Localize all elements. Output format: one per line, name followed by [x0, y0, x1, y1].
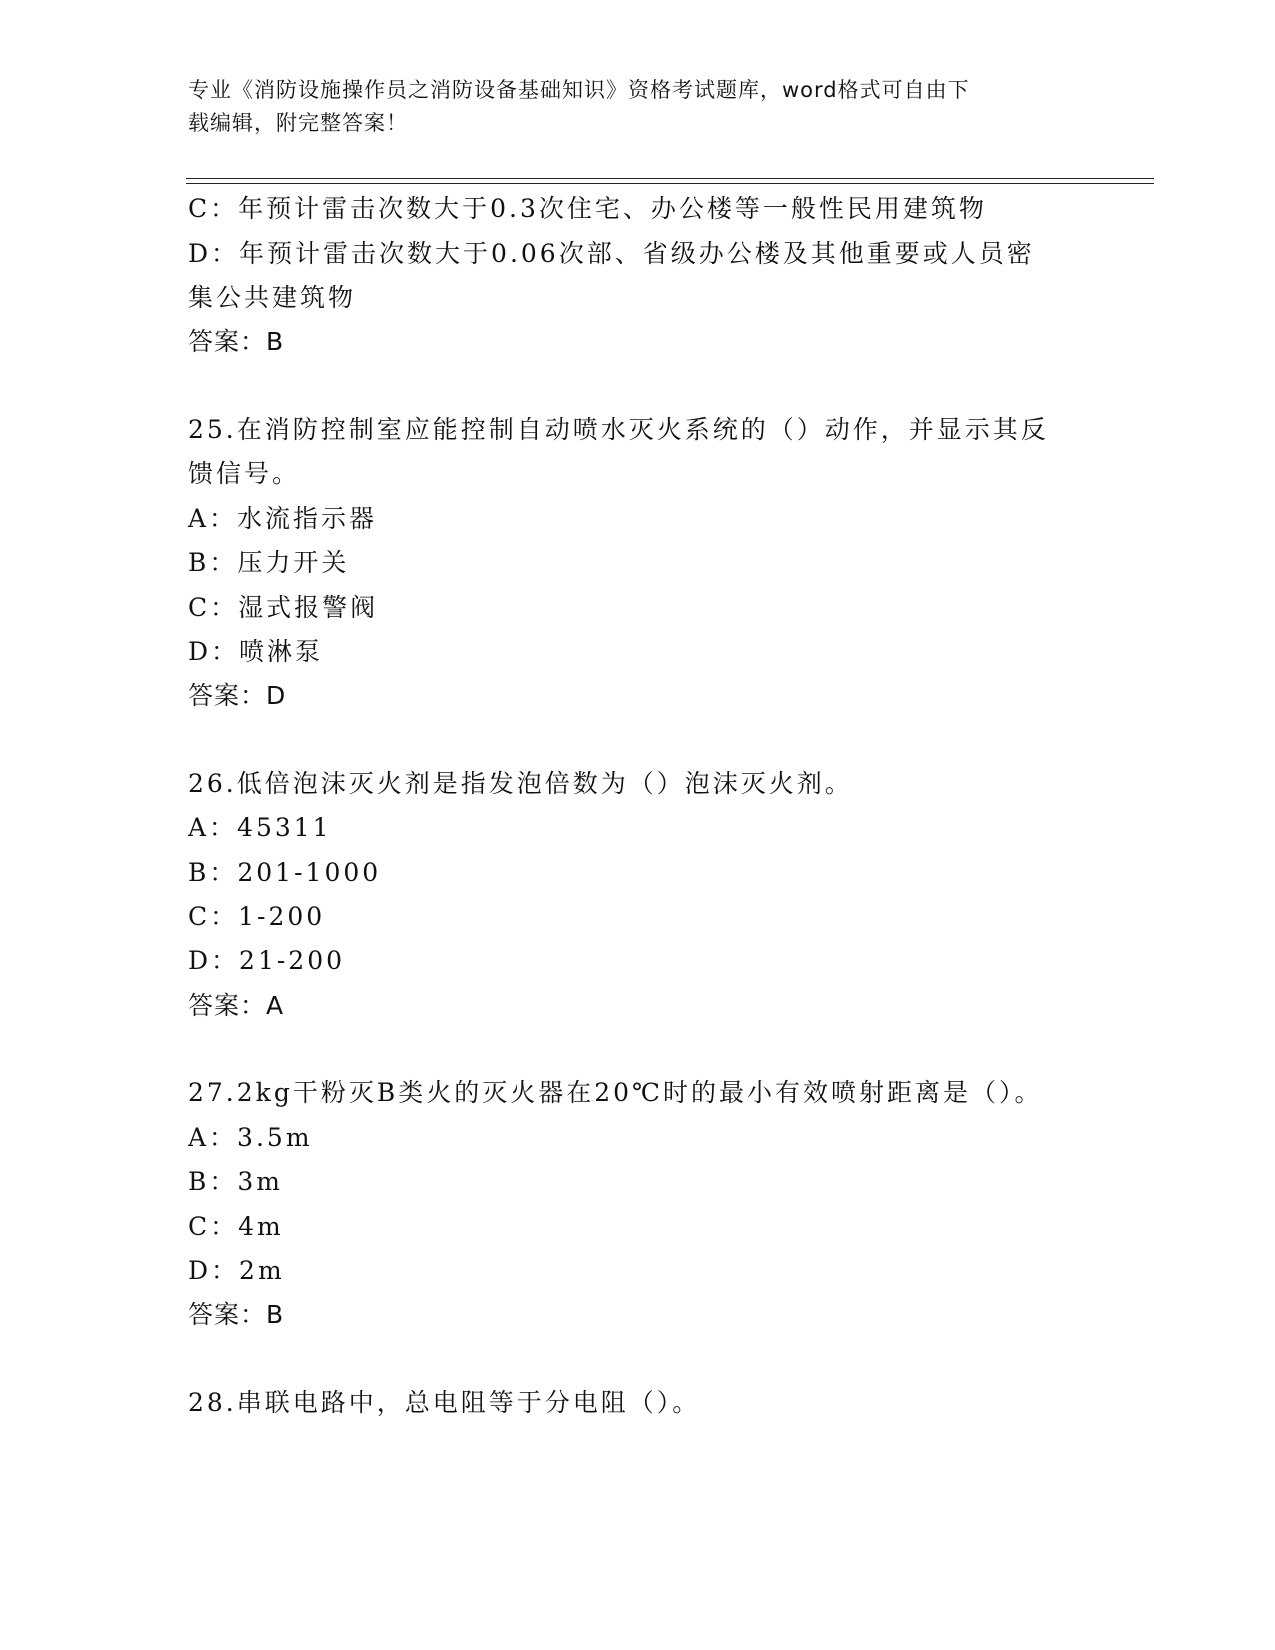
prev-option-d-line1: D：年预计雷击次数大于0.06次部、省级办公楼及其他重要或人员密 — [188, 239, 1035, 268]
q25-option-b: B：压力开关 — [188, 548, 350, 577]
q27-stem: 27.2kg干粉灭B类火的灭火器在20℃时的最小有效喷射距离是（）。 — [188, 1078, 1043, 1107]
header-line-1: 专业《消防设施操作员之消防设备基础知识》资格考试题库，word格式可自由下 — [188, 78, 970, 102]
q27-option-a: A：3.5m — [188, 1123, 313, 1152]
q26-option-d: D：21-200 — [188, 946, 346, 975]
prev-option-d-line2: 集公共建筑物 — [188, 283, 357, 312]
q27-answer: 答案：B — [188, 1300, 285, 1329]
q25-answer: 答案：D — [188, 681, 287, 710]
q25-option-c: C：湿式报警阀 — [188, 593, 379, 622]
prev-answer: 答案：B — [188, 327, 285, 356]
prev-option-c: C：年预计雷击次数大于0.3次住宅、办公楼等一般性民用建筑物 — [188, 194, 987, 223]
q27-option-c: C：4m — [188, 1212, 284, 1241]
header-line-2: 载编辑，附完整答案！ — [188, 111, 408, 135]
q26-option-c: C：1-200 — [188, 902, 326, 931]
q26-option-a: A：45311 — [188, 813, 332, 842]
q25-stem-line2: 馈信号。 — [188, 459, 301, 488]
q26-answer: 答案：A — [188, 991, 285, 1020]
q25-stem-line1: 25.在消防控制室应能控制自动喷水灭火系统的（）动作，并显示其反 — [188, 415, 1049, 444]
q25-option-a: A：水流指示器 — [188, 504, 378, 533]
q26-stem: 26.低倍泡沫灭火剂是指发泡倍数为（）泡沫灭火剂。 — [188, 769, 853, 798]
q27-option-d: D：2m — [188, 1256, 285, 1285]
document-header — [188, 74, 1078, 140]
q27-option-b: B：3m — [188, 1167, 283, 1196]
q25-option-d: D：喷淋泵 — [188, 637, 324, 666]
q28-stem: 28.串联电路中，总电阻等于分电阻（）。 — [188, 1388, 701, 1417]
header-divider-top — [186, 178, 1154, 179]
header-divider-bottom — [186, 183, 1154, 184]
q26-option-b: B：201-1000 — [188, 858, 382, 887]
